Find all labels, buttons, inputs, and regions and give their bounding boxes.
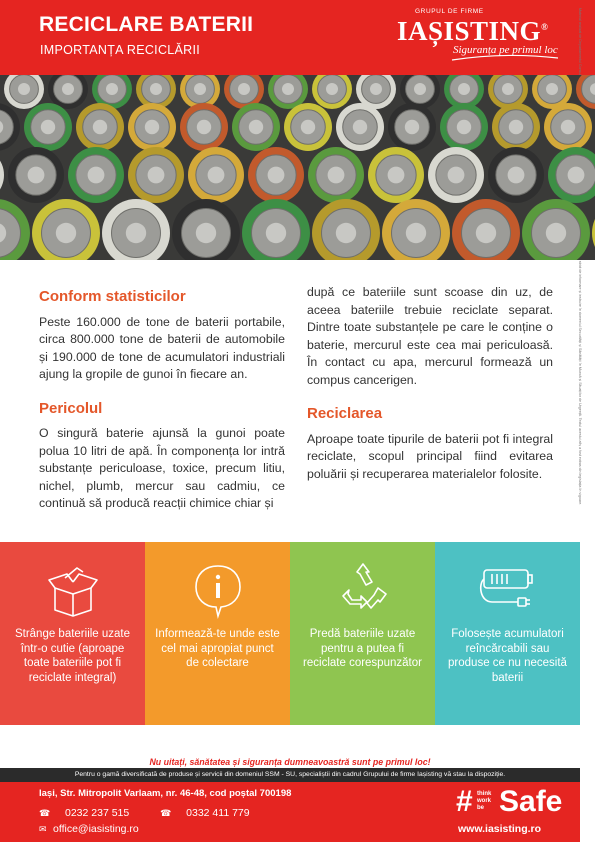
page-title: RECICLARE BATERII xyxy=(39,13,254,36)
tile-collect xyxy=(0,542,145,725)
battery-cap xyxy=(194,83,206,95)
battery-cap xyxy=(406,223,426,243)
steps-tiles xyxy=(0,542,580,725)
tile-collect-text: Strânge bateriile uzate într-o cutie (aproape toate bateriile pot fi reciclate integral) xyxy=(14,628,131,684)
battery-cap xyxy=(328,167,345,184)
battery-cap xyxy=(238,83,250,95)
envelope-icon: ✉ xyxy=(39,824,47,834)
logo-brand-text: IAȘISTING xyxy=(397,16,542,46)
battery-cap xyxy=(268,167,285,184)
logo-swoosh-icon xyxy=(450,54,560,62)
battery-cap xyxy=(326,83,338,95)
safe-word: Safe xyxy=(499,785,563,818)
continued-text: după ce bateriile sunt scoase din uz, de aceea bateriile trebuie reciclate separat. Dintre toate substanțele pe care le conține o baterie, mercurul este cea mai periculoasă. În contact cu apa, mercurul formează un compus cancerigen. xyxy=(307,285,553,387)
contact-footer xyxy=(0,782,580,842)
battery-cap xyxy=(476,223,496,243)
left-column xyxy=(39,288,285,529)
batteries-photo xyxy=(0,75,595,260)
work-word: work xyxy=(477,798,492,804)
battery-cap xyxy=(208,167,225,184)
battery-cap xyxy=(458,83,470,95)
danger-text: O singură baterie ajunsă la gunoi poate polua 10 litri de apă. În componența lor intră substanțe periculoase, toxice, precum litiu, nichel, plumb, mercur sau cadmiu, ce continuă să producă reacții chimice chiar și xyxy=(39,426,285,510)
battery-cap xyxy=(145,120,159,134)
stats-text: Peste 160.000 de tone de baterii portabile, circa 800.000 tone de baterii de automobile și 190.000 de tone de acumulatori industriali ajung la gropile de gunoi în fiecare an. xyxy=(39,314,285,381)
logo-registered-mark: ® xyxy=(541,22,549,32)
battery-cap xyxy=(336,223,356,243)
tile-rechargeable xyxy=(435,542,580,725)
battery-cap xyxy=(56,223,76,243)
tile-deliver xyxy=(290,542,435,725)
phone-row xyxy=(39,807,278,819)
phone-2[interactable]: 0332 411 779 xyxy=(186,807,250,819)
be-word: be xyxy=(477,805,485,811)
battery-cap xyxy=(41,120,55,134)
email-link[interactable]: office@iasisting.ro xyxy=(53,823,139,835)
header-bar xyxy=(0,0,595,75)
iasisting-logo xyxy=(395,4,565,66)
tile-inform xyxy=(145,542,290,725)
address-text: Iași, Str. Mitropolit Varlaam, nr. 46-48, cod poștal 700198 xyxy=(39,788,292,799)
battery-cap xyxy=(509,120,523,134)
battery-cap xyxy=(561,120,575,134)
battery-cap xyxy=(88,167,105,184)
phone-icon: ☎ xyxy=(160,808,172,818)
batteries-illustration xyxy=(0,75,595,260)
battery-cap xyxy=(148,167,165,184)
logo-brand xyxy=(397,16,548,47)
battery-cap xyxy=(93,120,107,134)
battery-cap xyxy=(546,83,558,95)
recycling-heading: Reciclarea xyxy=(307,405,383,422)
danger-heading: Pericolul xyxy=(39,399,103,417)
reminder-note: Nu uitați, sănătatea și siguranța dumneavoastră sunt pe primul loc! xyxy=(149,757,431,767)
recycle-icon xyxy=(333,560,393,620)
tile-deliver-text: Predă bateriile uzate pentru a putea fi reciclate corespunzător xyxy=(303,628,422,669)
info-icon xyxy=(188,560,248,620)
battery-cap xyxy=(106,83,118,95)
think-word: think xyxy=(477,791,492,797)
box-icon xyxy=(43,560,103,620)
battery-cap xyxy=(18,83,30,95)
battery-cap xyxy=(150,83,162,95)
logo-slogan: Siguranța pe primul loc xyxy=(453,44,558,56)
recycling-text: Aproape toate tipurile de baterii pot fi integral reciclate, scopul principal fiind evitarea poluării și recuperarea materialelor folosite. xyxy=(307,431,553,481)
website-link[interactable]: www.iasisting.ro xyxy=(458,823,542,835)
hashtag-symbol: # xyxy=(456,785,473,818)
page-subtitle: IMPORTANȚA RECICLĂRII xyxy=(40,43,201,57)
battery-cap xyxy=(457,120,471,134)
think-work-be xyxy=(477,791,491,812)
logo-group-label: GRUPUL DE FIRME xyxy=(415,8,484,15)
battery-cap xyxy=(568,167,585,184)
battery-cap xyxy=(197,120,211,134)
battery-cap xyxy=(353,120,367,134)
battery-charger-icon xyxy=(478,560,538,620)
battery-cap xyxy=(266,223,286,243)
right-column xyxy=(307,284,553,499)
battery-cap xyxy=(301,120,315,134)
battery-cap xyxy=(546,223,566,243)
email-row xyxy=(39,823,139,835)
battery-cap xyxy=(502,83,514,95)
battery-cap xyxy=(196,223,216,243)
think-work-be-safe-logo xyxy=(456,785,576,841)
battery-cap xyxy=(508,167,525,184)
battery-cap xyxy=(282,83,294,95)
tile-inform-text: Informează-te unde este cel mai apropiat punct de colectare xyxy=(155,628,280,669)
battery-cap xyxy=(405,120,419,134)
battery-cap xyxy=(414,83,426,95)
battery-cap xyxy=(370,83,382,95)
battery-cap xyxy=(249,120,263,134)
battery-cap xyxy=(448,167,465,184)
battery-cap xyxy=(28,167,45,184)
battery-cap xyxy=(126,223,146,243)
phone-icon: ☎ xyxy=(39,808,51,818)
battery-cap xyxy=(62,83,74,95)
battery-cap xyxy=(388,167,405,184)
services-strip: Pentru o gamă diversificată de produse și servicii din domeniul SSM - SU, specialiștii din cadrul Grupului de firme Iașisting vă stau la dispoziție. xyxy=(0,768,580,782)
tile-rechargeable-text: Folosește acumulatori reîncărcabili sau produse ce nu necesită baterii xyxy=(448,628,567,684)
stats-heading: Conform statisticilor xyxy=(39,288,186,305)
phone-1[interactable]: 0232 237 515 xyxy=(65,807,130,819)
